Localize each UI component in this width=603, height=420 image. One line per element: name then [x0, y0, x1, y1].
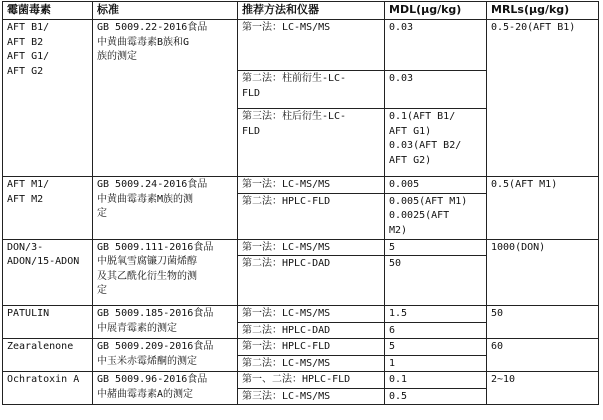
- standard-cell: GB 5009.22-2016食品 中黄曲霉毒素B族和G 族的测定: [93, 20, 238, 177]
- method-cell: 第二法：柱前衍生-LC- FLD: [238, 71, 385, 109]
- header-standard: 标准: [93, 2, 238, 20]
- toxin-cell: AFT M1/ AFT M2: [3, 177, 93, 240]
- mrl-cell: 1000(DON): [487, 239, 599, 306]
- mdl-cell: 0.5: [385, 388, 487, 405]
- mdl-cell: 50: [385, 256, 487, 306]
- mrl-cell: 0.5(AFT M1): [487, 177, 599, 240]
- header-row: [3, 2, 599, 20]
- standard-cell: GB 5009.111-2016食品 中脱氧雪腐镰刀菌烯醇 及其乙酰化衍生物的测 定: [93, 239, 238, 306]
- method-cell: 第一、二法：HPLC-FLD: [238, 372, 385, 389]
- table-row: [3, 306, 599, 323]
- method-cell: 第二法：HPLC-DAD: [238, 322, 385, 339]
- mdl-cell: 1.5: [385, 306, 487, 323]
- mdl-cell: 0.03: [385, 20, 487, 71]
- mdl-cell: 0.1: [385, 372, 487, 389]
- method-cell: 第三法：LC-MS/MS: [238, 388, 385, 405]
- method-cell: 第一法：LC-MS/MS: [238, 177, 385, 194]
- standard-cell: GB 5009.209-2016食品 中玉米赤霉烯酮的测定: [93, 339, 238, 372]
- table-row: [3, 372, 599, 389]
- table-row: [3, 20, 599, 71]
- mycotoxin-table: [2, 1, 599, 405]
- mdl-cell: 0.005: [385, 177, 487, 194]
- mdl-cell: 0.005(AFT M1) 0.0025(AFT M2): [385, 193, 487, 239]
- method-cell: 第一法：LC-MS/MS: [238, 239, 385, 256]
- mrl-cell: 2~10: [487, 372, 599, 405]
- mdl-cell: 1: [385, 355, 487, 372]
- header-mdl: MDL(μg/kg): [385, 2, 487, 20]
- table-row: [3, 177, 599, 194]
- method-cell: 第二法：LC-MS/MS: [238, 355, 385, 372]
- method-cell: 第一法：LC-MS/MS: [238, 306, 385, 323]
- method-cell: 第二法：HPLC-FLD: [238, 193, 385, 239]
- mrl-cell: 0.5-20(AFT B1): [487, 20, 599, 177]
- toxin-cell: AFT B1/ AFT B2 AFT G1/ AFT G2: [3, 20, 93, 177]
- toxin-cell: DON/3- ADON/15-ADON: [3, 239, 93, 306]
- mrl-cell: 50: [487, 306, 599, 339]
- mdl-cell: 0.03: [385, 71, 487, 109]
- mdl-cell: 0.1(AFT B1/ AFT G1) 0.03(AFT B2/ AFT G2): [385, 109, 487, 177]
- mrl-cell: 60: [487, 339, 599, 372]
- table-row: [3, 339, 599, 356]
- table-row: [3, 239, 599, 256]
- standard-cell: GB 5009.96-2016食品 中赭曲霉毒素A的测定: [93, 372, 238, 405]
- header-toxin: 霉菌毒素: [3, 2, 93, 20]
- method-cell: 第三法：柱后衍生-LC- FLD: [238, 109, 385, 177]
- mdl-cell: 5: [385, 239, 487, 256]
- mdl-cell: 6: [385, 322, 487, 339]
- header-method: 推荐方法和仪器: [238, 2, 385, 20]
- toxin-cell: PATULIN: [3, 306, 93, 339]
- standard-cell: GB 5009.185-2016食品 中展青霉素的测定: [93, 306, 238, 339]
- header-mrls: MRLs(μg/kg): [487, 2, 599, 20]
- standard-cell: GB 5009.24-2016食品 中黄曲霉毒素M族的测 定: [93, 177, 238, 240]
- mdl-cell: 5: [385, 339, 487, 356]
- method-cell: 第二法：HPLC-DAD: [238, 256, 385, 306]
- method-cell: 第一法：HPLC-FLD: [238, 339, 385, 356]
- method-cell: 第一法：LC-MS/MS: [238, 20, 385, 71]
- toxin-cell: Ochratoxin A: [3, 372, 93, 405]
- toxin-cell: Zearalenone: [3, 339, 93, 372]
